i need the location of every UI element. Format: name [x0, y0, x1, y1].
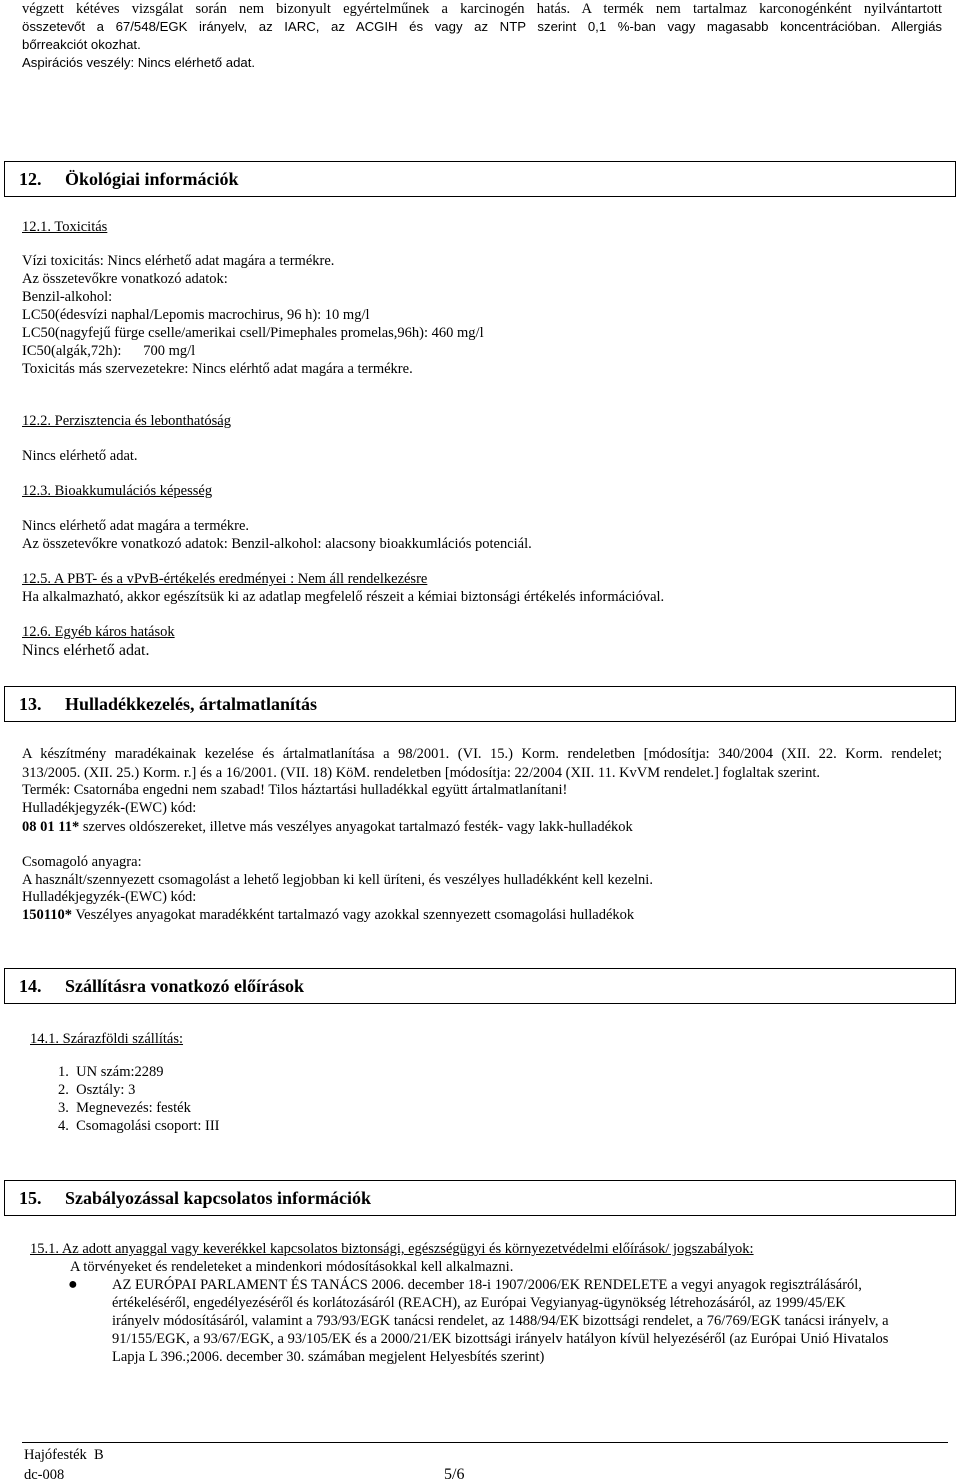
- footer-page-number: 5/6: [444, 1466, 465, 1483]
- bullet-text-line: 91/155/EGK, a 93/67/EGK, a 93/105/EK és a 2000/21/EK bizottsági irányelv hatályon kívül helyezéséről (az Európai Unió Hivatalos: [112, 1331, 889, 1347]
- section-title: Szállításra vonatkozó előírások: [65, 976, 304, 996]
- text-line: Nincs elérhető adat.: [22, 448, 138, 464]
- bullet-text-line: Lapja L 396.;2006. december 30. számában megjelent Helyesbítés szerint): [112, 1349, 545, 1365]
- list-item: 1. UN szám:2289: [58, 1064, 164, 1080]
- footer-divider: [22, 1442, 948, 1443]
- waste-code-description: Veszélyes anyagokat maradékként tartalmazó vagy azokkal szennyezett csomagolási hulladékok: [71, 907, 635, 923]
- section-header-14: [4, 968, 956, 1004]
- section-title: Ökológiai információk: [65, 169, 239, 189]
- subsection-heading: 12.5. A PBT- és a vPvB-értékelés eredményei : Nem áll rendelkezésre: [22, 571, 428, 587]
- waste-code-line: [22, 818, 633, 836]
- text-line: LC50(nagyfejű fürge cselle/amerikai csell/Pimephales promelas,96h): 460 mg/l: [22, 325, 484, 341]
- text-line: Aspirációs veszély: Nincs elérhető adat.: [22, 55, 256, 70]
- text-line: Toxicitás más szervezetekre: Nincs elérhtő adat magára a termékre.: [22, 361, 413, 377]
- footer-code: dc-008: [24, 1467, 65, 1483]
- section-header-12: [4, 161, 956, 197]
- waste-code-line: [22, 906, 634, 924]
- text-line: A készítmény maradékainak kezelése és ártalmatlanítása a 98/2001. (VI. 15.) Korm. rendeletben [módosítja: 340/2004 (XII. 22. Korm. rendelet;: [22, 746, 942, 762]
- text-line: Az összetevőkre vonatkozó adatok:: [22, 271, 228, 287]
- subsection-heading: 15.1. Az adott anyaggal vagy keverékkel kapcsolatos biztonsági, egészségügyi és környezetvédelmi előírások/ jogszabályok:: [30, 1241, 754, 1257]
- section-header-13: [4, 686, 956, 722]
- bullet-icon: ●: [68, 1276, 78, 1293]
- footer-product: Hajófesték B: [24, 1447, 104, 1463]
- list-item: 4. Csomagolási csoport: III: [58, 1118, 220, 1134]
- waste-code: 08 01 11*: [22, 819, 80, 835]
- text-line: Termék: Csatornába engedni nem szabad! Tilos háztartási hulladékkal együtt ártalmatlanítani!: [22, 782, 568, 798]
- text-line: Nincs elérhető adat magára a termékre.: [22, 518, 250, 534]
- waste-code-description: szerves oldószereket, illetve más veszélyes anyagokat tartalmazó festék- vagy lakk-hulladékok: [79, 819, 633, 835]
- text-line: Nincs elérhető adat.: [22, 642, 150, 659]
- text-line: Hulladékjegyzék-(EWC) kód:: [22, 800, 197, 816]
- text-line: végzett kétéves vizsgálat során nem bizonyult egyértelműnek a karcinogén hatás. A termék nem tartalmaz karconogénként nyilvántartott: [22, 1, 942, 17]
- text-line: A használt/szennyezett csomagolást a lehető legjobban ki kell üríteni, és veszélyes hulladékként kell kezelni.: [22, 872, 653, 888]
- text-line: bőrreakciót okozhat.: [22, 37, 141, 52]
- text-line: Ha alkalmazható, akkor egészítsük ki az adatlap megfelelő részeit a kémiai biztonsági értékelés információval.: [22, 589, 665, 605]
- text-line: Az összetevőkre vonatkozó adatok: Benzil-alkohol: alacsony bioakkumlációs potenciál.: [22, 536, 532, 552]
- section-number: 13.: [19, 694, 42, 714]
- waste-code: 150110*: [22, 907, 72, 923]
- subsection-heading: 12.1. Toxicitás: [22, 219, 108, 235]
- section-number: 14.: [19, 976, 42, 996]
- subsection-heading: 14.1. Szárazföldi szállítás:: [30, 1031, 184, 1047]
- bullet-text-line: irányelv módosításáról, valamint a 793/93/EGK tanácsi rendelet, az 1488/94/EK bizottsági rendelet, a 76/769/EGK tanácsi irányelv, a: [112, 1313, 889, 1329]
- text-line: IC50(algák,72h): 700 mg/l: [22, 343, 196, 359]
- section-title: Szabályozással kapcsolatos információk: [65, 1188, 372, 1208]
- text-line: 313/2005. (XII. 25.) Korm. r.] és a 16/2001. (VII. 18) KöM. rendeletben [módosítja: 22/2004 (XII. 11. KvVM rendelet.] foglaltak szerint.: [22, 765, 820, 781]
- text-line: Vízi toxicitás: Nincs elérhető adat magára a termékre.: [22, 253, 335, 269]
- subsection-heading: 12.2. Perzisztencia és lebonthatóság: [22, 413, 231, 429]
- text-line: A törvényeket és rendeleteket a mindenkori módosításokkal kell alkalmazni.: [70, 1259, 514, 1275]
- text-line: összetevőt a 67/548/EGK irányelv, az IARC, az ACGIH és vagy az NTP szerint 0,1 %-ban vagy magasabb koncentrációban. Allergiás: [22, 19, 942, 34]
- list-item: 3. Megnevezés: festék: [58, 1100, 191, 1116]
- bullet-text-line: AZ EURÓPAI PARLAMENT ÉS TANÁCS 2006. december 18-i 1907/2006/EK RENDELETE a vegyi anyagok regisztrálásáról,: [112, 1277, 862, 1293]
- section-header-15: [4, 1180, 956, 1216]
- text-line: Hulladékjegyzék-(EWC) kód:: [22, 889, 197, 905]
- bullet-text-line: értékeléséről, engedélyezéséről és korlátozásáról (REACH), az Európai Vegyianyag-ügynökség létrehozásáról, az 1999/45/EK: [112, 1295, 846, 1311]
- list-item: 2. Osztály: 3: [58, 1082, 136, 1098]
- text-line: Benzil-alkohol:: [22, 289, 113, 305]
- section-title: Hulladékkezelés, ártalmatlanítás: [65, 694, 317, 714]
- section-number: 15.: [19, 1188, 42, 1208]
- section-number: 12.: [19, 169, 42, 189]
- text-line: LC50(édesvízi naphal/Lepomis macrochirus, 96 h): 10 mg/l: [22, 307, 370, 323]
- subsection-heading: 12.6. Egyéb káros hatások: [22, 624, 175, 640]
- text-line: Csomagoló anyagra:: [22, 854, 142, 870]
- subsection-heading: 12.3. Bioakkumulációs képesség: [22, 483, 213, 499]
